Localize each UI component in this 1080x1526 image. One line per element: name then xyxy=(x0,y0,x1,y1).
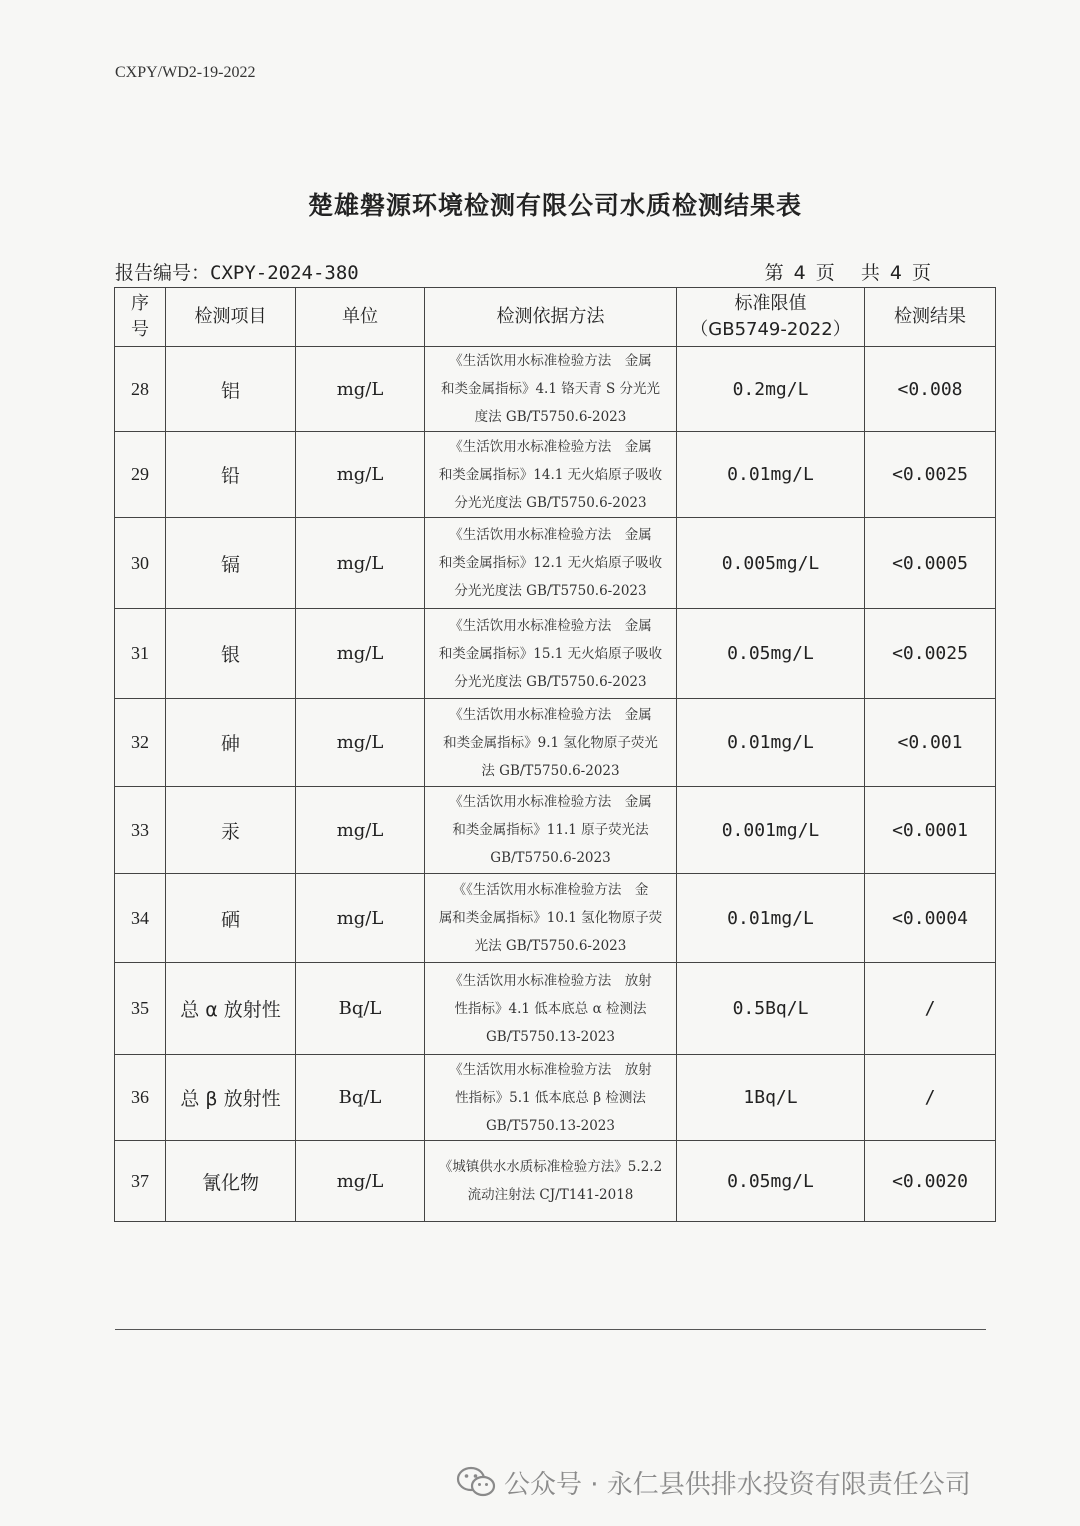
table-row xyxy=(115,347,996,432)
row-method xyxy=(425,432,677,518)
row-limit: 0.05mg/L xyxy=(677,609,865,699)
row-item: 铅 xyxy=(166,432,296,518)
row-item: 砷 xyxy=(166,699,296,787)
table-row xyxy=(115,787,996,874)
row-result: <0.0001 xyxy=(865,787,996,874)
method-line: 光法 GB/T5750.6-2023 xyxy=(474,938,627,954)
row-unit: Bq/L xyxy=(296,963,425,1055)
page-unit: 页 xyxy=(815,262,837,284)
row-method xyxy=(425,874,677,963)
row-result: <0.0025 xyxy=(865,609,996,699)
row-item: 镉 xyxy=(166,518,296,609)
row-number: 36 xyxy=(115,1055,166,1141)
method-line: 《城镇供水水质标准检验方法》5.2.2 xyxy=(438,1159,663,1175)
report-number: 报告编号：CXPY-2024-380 xyxy=(115,262,359,284)
row-limit: 0.5Bq/L xyxy=(677,963,865,1055)
header-seq xyxy=(115,288,166,347)
row-method xyxy=(425,347,677,432)
row-number: 29 xyxy=(115,432,166,518)
method-line: GB/T5750.13-2023 xyxy=(485,1117,615,1134)
method-line: 流动注射法 CJ/T141-2018 xyxy=(467,1187,634,1203)
row-result: <0.0004 xyxy=(865,874,996,963)
row-method xyxy=(425,1141,677,1222)
row-result: <0.001 xyxy=(865,699,996,787)
row-number: 35 xyxy=(115,963,166,1055)
row-number: 34 xyxy=(115,874,166,963)
row-item: 总 β 放射性 xyxy=(166,1055,296,1141)
method-line: 和类金属指标》11.1 原子荧光法 xyxy=(452,822,649,838)
row-number: 37 xyxy=(115,1141,166,1222)
row-result: <0.0020 xyxy=(865,1141,996,1222)
header-result: 检测结果 xyxy=(865,288,996,347)
row-limit: 0.01mg/L xyxy=(677,699,865,787)
row-unit: Bq/L xyxy=(296,1055,425,1141)
row-method xyxy=(425,1055,677,1141)
document-code: CXPY/WD2-19-2022 xyxy=(115,64,256,81)
total-label: 共 xyxy=(860,262,882,284)
row-item: 汞 xyxy=(166,787,296,874)
method-line: 法 GB/T5750.6-2023 xyxy=(481,762,620,779)
row-result: / xyxy=(865,1055,996,1141)
row-limit: 0.005mg/L xyxy=(677,518,865,609)
table-row xyxy=(115,609,996,699)
method-line: GB/T5750.6-2023 xyxy=(490,850,611,866)
method-line: 属和类金属指标》10.1 氢化物原子荧 xyxy=(438,910,663,926)
total-unit: 页 xyxy=(911,262,933,284)
row-method xyxy=(425,609,677,699)
method-line: 《生活饮用水标准检验方法 金属 xyxy=(449,527,652,543)
method-line: 《《生活饮用水标准检验方法 金 xyxy=(452,882,649,898)
row-method xyxy=(425,699,677,787)
row-item: 总 α 放射性 xyxy=(166,963,296,1055)
row-limit: 0.01mg/L xyxy=(677,874,865,963)
row-number: 28 xyxy=(115,347,166,432)
row-unit: mg/L xyxy=(296,787,425,874)
method-line: 分光光度法 GB/T5750.6-2023 xyxy=(454,673,647,690)
row-unit: mg/L xyxy=(296,609,425,699)
page-title: 楚雄磐源环境检测有限公司水质检测结果表 xyxy=(307,191,802,220)
method-line: 《生活饮用水标准检验方法 金属 xyxy=(449,794,652,810)
row-unit: mg/L xyxy=(296,347,425,432)
method-line: 《生活饮用水标准检验方法 金属 xyxy=(449,617,652,634)
total-pages: 4 xyxy=(889,262,904,284)
table-row xyxy=(115,518,996,609)
table-row xyxy=(115,1055,996,1141)
row-item: 银 xyxy=(166,609,296,699)
row-number: 32 xyxy=(115,699,166,787)
method-line: 性指标》4.1 低本底总 α 检测法 xyxy=(454,1000,647,1017)
row-result: / xyxy=(865,963,996,1055)
row-number: 30 xyxy=(115,518,166,609)
row-limit: 0.05mg/L xyxy=(677,1141,865,1222)
row-item: 硒 xyxy=(166,874,296,963)
header-unit: 单位 xyxy=(296,288,425,347)
method-line: 和类金属指标》4.1 铬天青 S 分光光 xyxy=(440,381,661,397)
method-line: 分光光度法 GB/T5750.6-2023 xyxy=(454,494,647,511)
table-row xyxy=(115,432,996,518)
row-method xyxy=(425,518,677,609)
row-limit: 0.01mg/L xyxy=(677,432,865,518)
watermark-text: 公众号 · 永仁县供排水投资有限责任公司 xyxy=(504,1469,971,1500)
results-table xyxy=(114,287,996,1222)
header-item: 检测项目 xyxy=(166,288,296,347)
row-item: 氰化物 xyxy=(166,1141,296,1222)
row-result: <0.0005 xyxy=(865,518,996,609)
page-indicator xyxy=(761,258,937,285)
method-line: 《生活饮用水标准检验方法 放射 xyxy=(449,1061,652,1078)
page-label: 第 xyxy=(764,262,786,284)
header-method: 检测依据方法 xyxy=(425,288,677,347)
table-row xyxy=(115,874,996,963)
row-limit: 0.001mg/L xyxy=(677,787,865,874)
row-limit: 1Bq/L xyxy=(677,1055,865,1141)
row-result: <0.008 xyxy=(865,347,996,432)
method-line: 《生活饮用水标准检验方法 金属 xyxy=(449,438,652,455)
method-line: 和类金属指标》14.1 无火焰原子吸收 xyxy=(438,466,663,483)
header-limit-line1: 标准限值 xyxy=(734,293,807,314)
row-unit: mg/L xyxy=(296,432,425,518)
footer-divider xyxy=(115,1329,986,1330)
row-limit: 0.2mg/L xyxy=(677,347,865,432)
wechat-icon xyxy=(456,1465,496,1499)
row-number: 31 xyxy=(115,609,166,699)
method-line: GB/T5750.13-2023 xyxy=(485,1028,615,1045)
header-limit xyxy=(677,288,865,347)
header-limit-line2: （GB5749-2022） xyxy=(690,319,851,340)
method-line: 和类金属指标》15.1 无火焰原子吸收 xyxy=(438,645,663,662)
table-row xyxy=(115,699,996,787)
method-line: 度法 GB/T5750.6-2023 xyxy=(474,409,627,425)
row-result: <0.0025 xyxy=(865,432,996,518)
row-method xyxy=(425,963,677,1055)
row-item: 铝 xyxy=(166,347,296,432)
report-header xyxy=(115,258,937,286)
method-line: 性指标》5.1 低本底总 β 检测法 xyxy=(455,1089,646,1106)
row-unit: mg/L xyxy=(296,874,425,963)
method-line: 和类金属指标》9.1 氢化物原子荧光 xyxy=(443,734,658,751)
row-unit: mg/L xyxy=(296,699,425,787)
row-unit: mg/L xyxy=(296,1141,425,1222)
watermark xyxy=(456,1464,971,1500)
method-line: 《生活饮用水标准检验方法 放射 xyxy=(449,972,652,989)
method-line: 分光光度法 GB/T5750.6-2023 xyxy=(454,583,647,599)
header-seq-line1: 序 xyxy=(131,293,149,314)
table-row xyxy=(115,963,996,1055)
header-seq-line2: 号 xyxy=(131,319,149,340)
page-number: 4 xyxy=(793,262,808,284)
table-header-row xyxy=(115,288,996,347)
table-row xyxy=(115,1141,996,1222)
row-unit: mg/L xyxy=(296,518,425,609)
method-line: 《生活饮用水标准检验方法 金属 xyxy=(449,353,652,369)
method-line: 《生活饮用水标准检验方法 金属 xyxy=(449,706,652,723)
row-method xyxy=(425,787,677,874)
row-number: 33 xyxy=(115,787,166,874)
method-line: 和类金属指标》12.1 无火焰原子吸收 xyxy=(438,555,663,571)
